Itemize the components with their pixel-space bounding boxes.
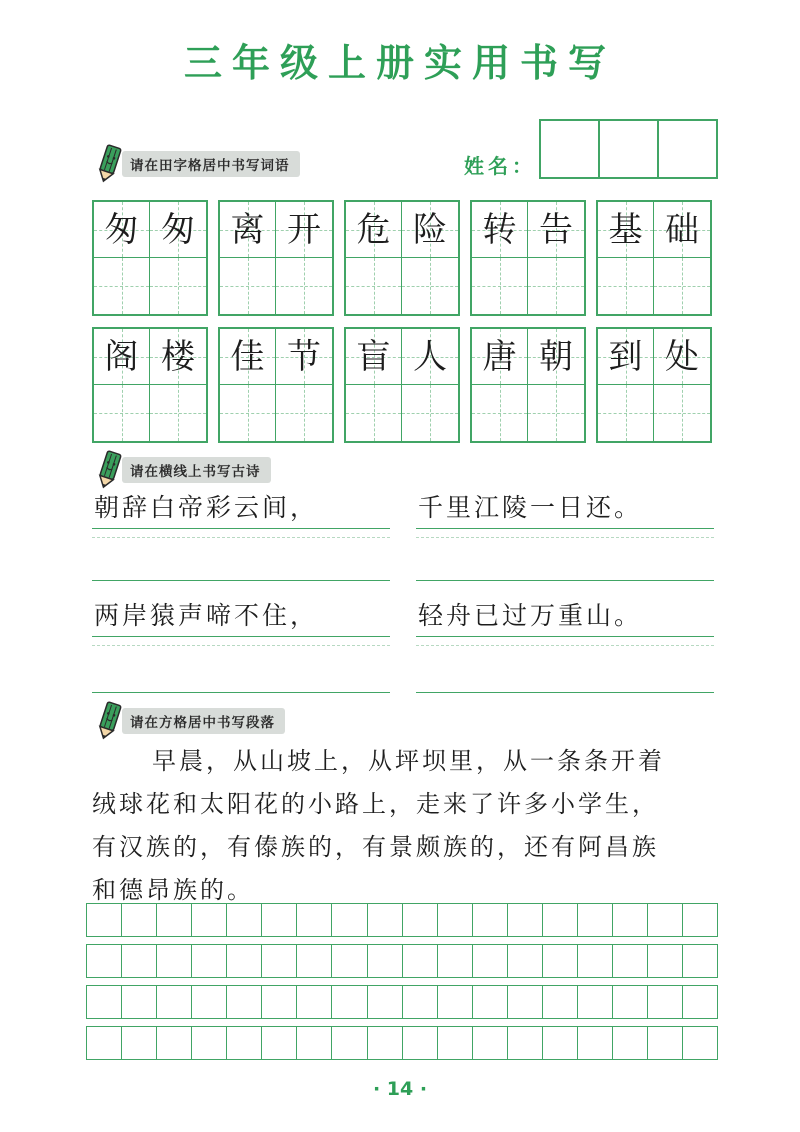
practice-cell[interactable] xyxy=(654,385,710,441)
word-block xyxy=(596,327,712,443)
section-label-poem xyxy=(92,456,271,484)
char: 处 xyxy=(665,336,699,377)
char: 基 xyxy=(608,209,643,250)
section-label-paragraph xyxy=(92,707,285,735)
square-row[interactable] xyxy=(86,1026,718,1060)
poem-text: 轻舟已过万重山。 xyxy=(418,601,643,630)
poem-text: 千里江陵一日还。 xyxy=(418,493,643,522)
poem-line xyxy=(92,490,390,529)
practice-cell[interactable] xyxy=(472,385,528,441)
word-block xyxy=(218,200,334,316)
word-block xyxy=(92,327,208,443)
char: 匆 xyxy=(161,209,195,250)
practice-cell[interactable] xyxy=(94,385,150,441)
practice-cell[interactable] xyxy=(150,385,206,441)
poem-writing-line[interactable] xyxy=(416,654,714,693)
section-label-text: 请在横线上书写古诗 xyxy=(122,457,271,483)
practice-cell[interactable] xyxy=(94,258,150,314)
char: 节 xyxy=(287,336,321,377)
practice-cell[interactable] xyxy=(528,258,584,314)
poem-writing-line[interactable] xyxy=(416,542,714,581)
char: 楼 xyxy=(161,336,195,377)
word-block xyxy=(470,200,586,316)
char: 唐 xyxy=(482,336,517,377)
char: 危 xyxy=(356,209,391,250)
pencil-icon xyxy=(92,701,126,741)
char: 阁 xyxy=(104,336,139,377)
page-title: 三年级上册实用书写 xyxy=(183,41,616,85)
char: 告 xyxy=(539,209,573,250)
name-box[interactable] xyxy=(659,121,716,177)
poem-line xyxy=(416,490,714,529)
char: 险 xyxy=(413,209,447,250)
name-field[interactable] xyxy=(539,119,718,179)
practice-cell[interactable] xyxy=(402,385,458,441)
practice-cell[interactable] xyxy=(598,258,654,314)
poem-text: 朝辞白帝彩云间， xyxy=(94,493,319,522)
practice-cell[interactable] xyxy=(276,385,332,441)
square-row[interactable] xyxy=(86,985,718,1019)
practice-cell[interactable] xyxy=(220,258,276,314)
practice-cell[interactable] xyxy=(346,258,402,314)
word-block xyxy=(470,327,586,443)
char: 到 xyxy=(608,336,643,377)
word-block xyxy=(344,327,460,443)
page-number: · 14 · xyxy=(372,1078,428,1100)
practice-cell[interactable] xyxy=(472,258,528,314)
poem-writing-line[interactable] xyxy=(92,542,390,581)
practice-cell[interactable] xyxy=(346,385,402,441)
practice-cell[interactable] xyxy=(402,258,458,314)
word-block xyxy=(218,327,334,443)
section-label-text: 请在方格居中书写段落 xyxy=(122,708,285,734)
char: 人 xyxy=(413,336,447,377)
practice-cell[interactable] xyxy=(598,385,654,441)
practice-cell[interactable] xyxy=(150,258,206,314)
poem-line xyxy=(416,598,714,637)
poem-line xyxy=(92,598,390,637)
writing-squares xyxy=(86,903,718,1067)
section-label-text: 请在田字格居中书写词语 xyxy=(122,151,300,177)
word-block xyxy=(596,200,712,316)
name-box[interactable] xyxy=(600,121,659,177)
square-row[interactable] xyxy=(86,944,718,978)
poem-text: 两岸猿声啼不住， xyxy=(94,601,319,630)
char: 转 xyxy=(482,209,517,250)
char: 开 xyxy=(287,209,321,250)
poem-writing-line[interactable] xyxy=(92,654,390,693)
paragraph-line: 绒球花和太阳花的小路上，走来了许多小学生， xyxy=(92,790,659,818)
char: 匆 xyxy=(104,209,139,250)
square-row[interactable] xyxy=(86,903,718,937)
char: 盲 xyxy=(356,336,391,377)
word-grid-row-2 xyxy=(92,327,712,443)
word-grid-row-1 xyxy=(92,200,712,316)
name-label: 姓名： xyxy=(464,154,536,178)
paragraph-line: 有汉族的，有傣族的，有景颇族的，还有阿昌族 xyxy=(92,833,659,861)
char: 离 xyxy=(230,209,265,250)
paragraph-text xyxy=(92,740,722,912)
char: 朝 xyxy=(539,336,573,377)
char: 佳 xyxy=(230,336,265,377)
paragraph-line: 和德昂族的。 xyxy=(92,876,254,904)
pencil-icon xyxy=(92,144,126,184)
section-label-words xyxy=(92,150,300,178)
paragraph-line: 早晨，从山坡上，从坪坝里，从一条条开着 xyxy=(152,747,665,775)
name-box[interactable] xyxy=(541,121,600,177)
practice-cell[interactable] xyxy=(654,258,710,314)
word-block xyxy=(92,200,208,316)
char: 础 xyxy=(665,209,699,250)
word-block xyxy=(344,200,460,316)
practice-cell[interactable] xyxy=(220,385,276,441)
pencil-icon xyxy=(92,450,126,490)
practice-cell[interactable] xyxy=(528,385,584,441)
practice-cell[interactable] xyxy=(276,258,332,314)
